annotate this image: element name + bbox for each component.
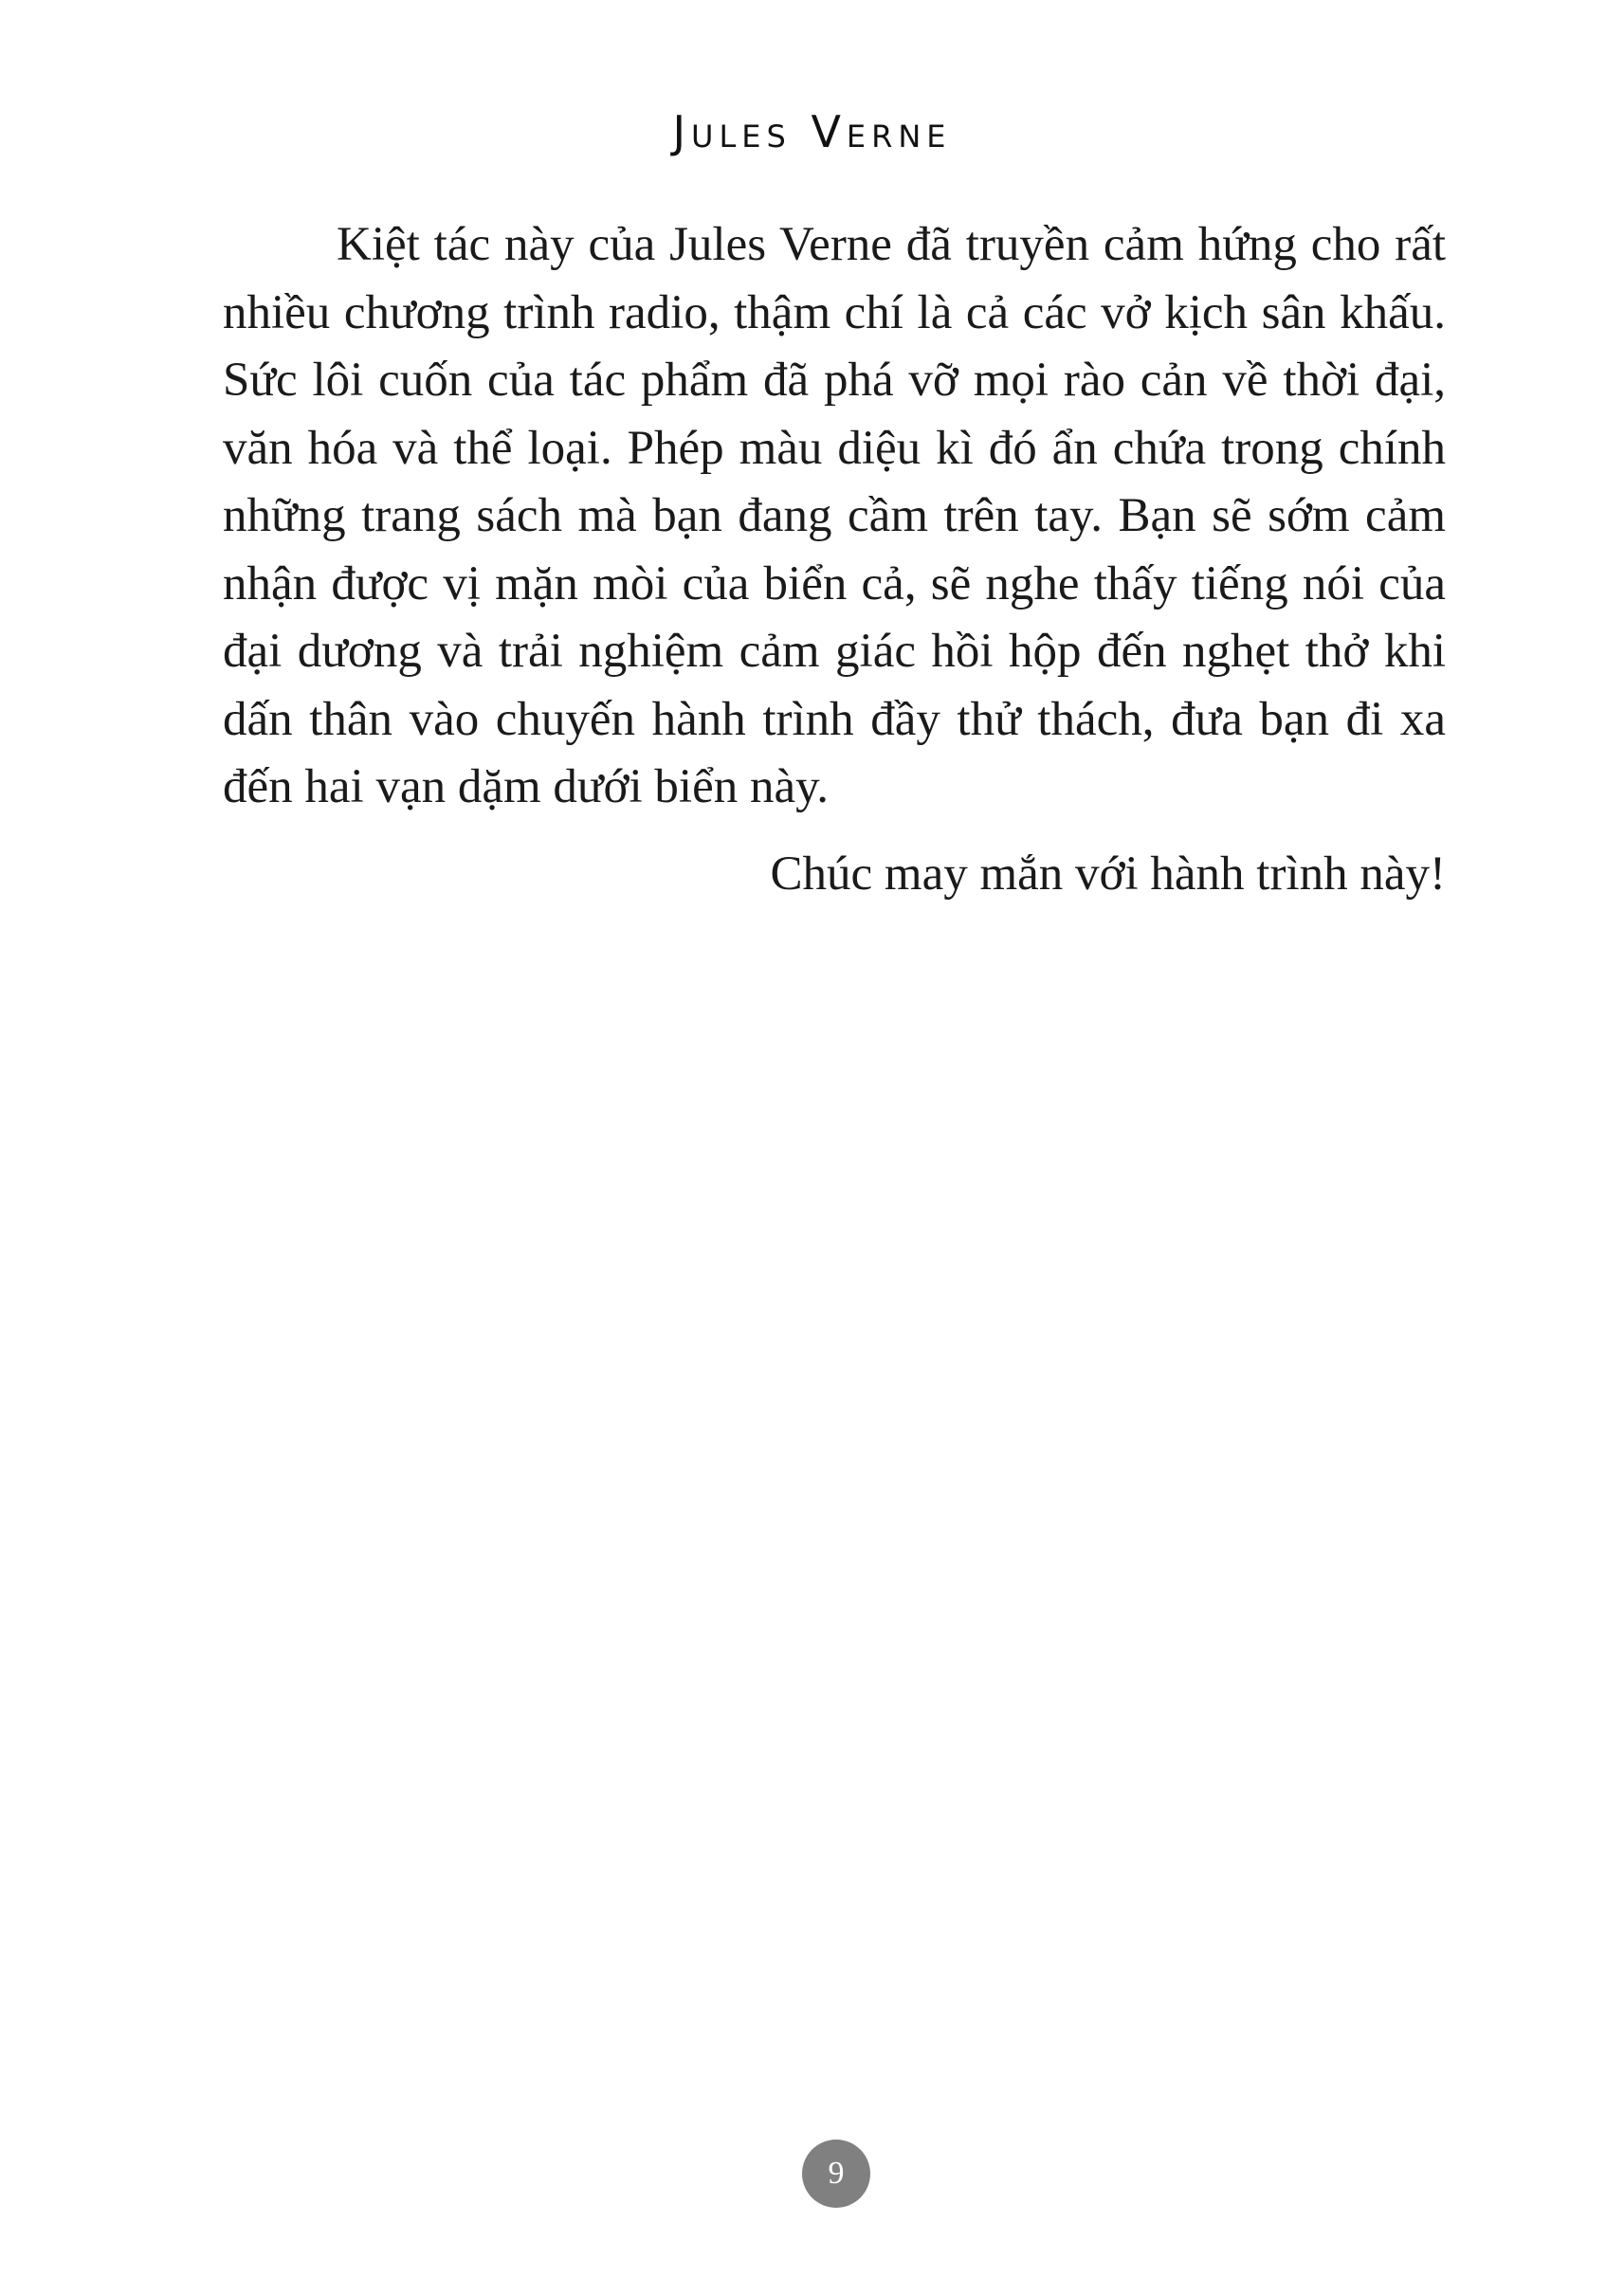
page-number-badge: 9 — [802, 2140, 870, 2208]
running-header-author: Jules Verne — [672, 106, 952, 157]
paragraph-main: Kiệt tác này của Jules Verne đã truyền cảm hứng cho rất nhiều chương trình radio, thậm chí là cả các vở kịch sân khấu. Sức lôi cuốn của tác phẩm đã phá vỡ mọi rào cản về thời đại, văn hóa và thể loại. Phép màu diệu kì đó ẩn chứa trong chính những trang sách mà bạn đang cầm trên tay. Bạn sẽ sớm cảm nhận được vị mặn mòi của biển cả, sẽ nghe thấy tiếng nói của đại dương và trải nghiệm cảm giác hồi hộp đến nghẹt thở khi dấn thân vào chuyến hành trình đầy thử thách, đưa bạn đi xa đến hai vạn dặm dưới biển này. — [223, 218, 1446, 813]
body-text — [223, 211, 1446, 908]
closing-line: Chúc may mắn với hành trình này! — [770, 847, 1446, 901]
